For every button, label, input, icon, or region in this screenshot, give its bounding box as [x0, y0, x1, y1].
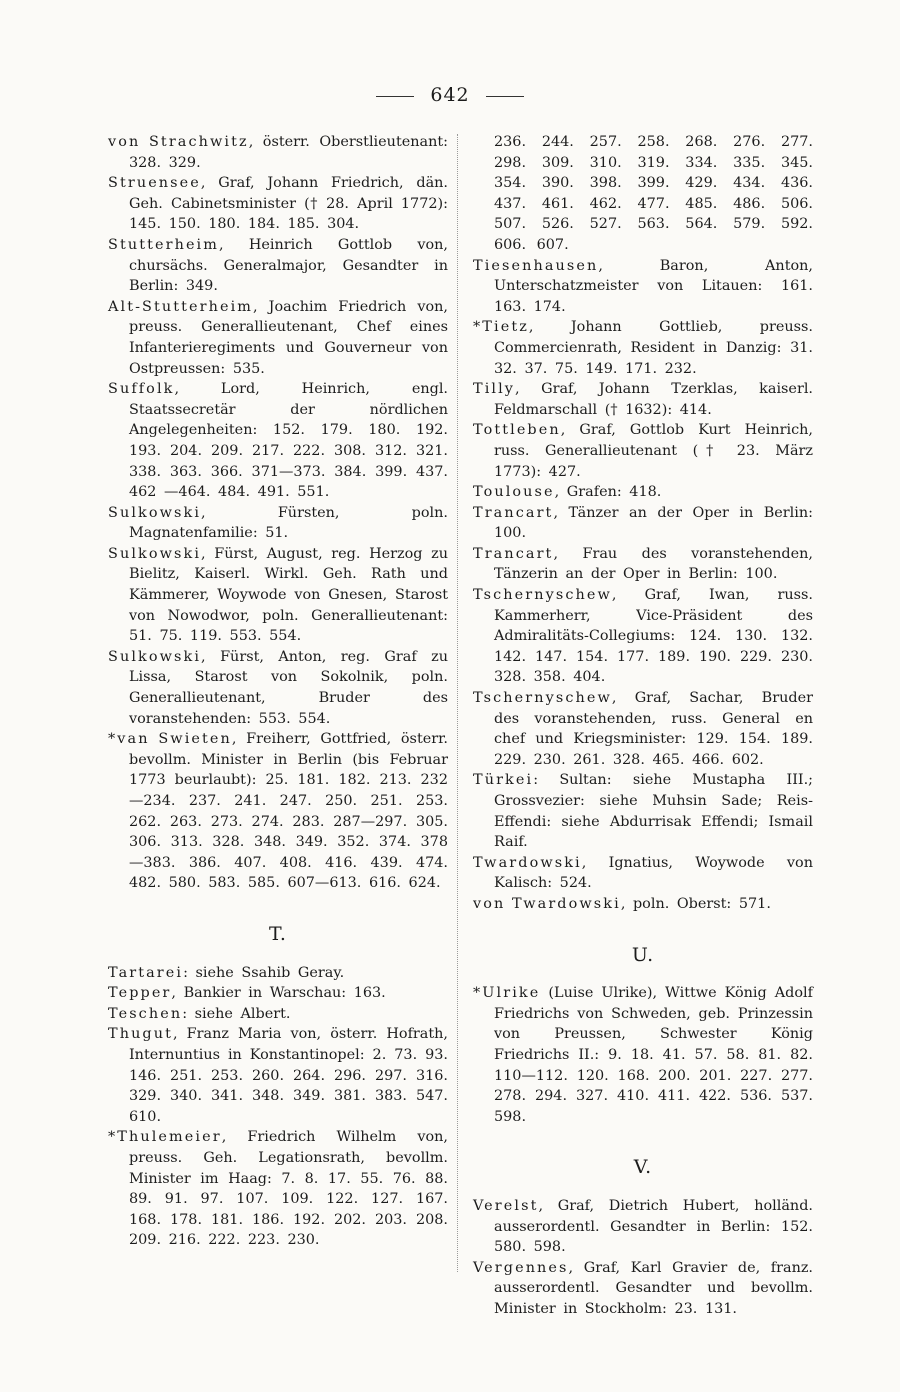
page-header: [0, 84, 900, 106]
entry-description: , Graf, Johann Tzerklas, kaiserl. Feldmarschall († 1632): 414.: [494, 381, 813, 418]
index-entry: [473, 379, 813, 420]
index-entry: [108, 235, 448, 297]
index-entry: [473, 256, 813, 318]
entry-headword: Trancart: [473, 545, 554, 562]
entry-headword: Alt-Stutterheim: [108, 298, 254, 315]
entry-headword: Tottleben: [473, 422, 561, 439]
index-entry: [108, 503, 448, 544]
section-heading-u: U.: [631, 943, 655, 966]
index-entry: [108, 647, 448, 729]
entry-headword: *van Swieten: [108, 731, 232, 748]
entry-description: , Friedrich Wilhelm von, preuss. Geh. Legationsrath, bevollm. Minister im Haag: 7. 8. 17. 55. 76. 88. 89. 91. 97. 107. 109. 122. 127. 167. 168. 178. 181. 186. 192. 202. 203. 208. 209. 216. 222. 223. 230.: [129, 1129, 448, 1249]
index-entry: [473, 317, 813, 379]
entry-headword: Stutterheim: [108, 236, 220, 253]
index-entries-t: [108, 963, 448, 1251]
entry-description: , österr. Oberstlieutenant: 328. 329.: [129, 134, 448, 171]
entry-description: : siehe Albert.: [182, 1005, 291, 1022]
entry-description: , Graf, Karl Gravier de, franz. ausserordentl. Gesandter und bevollm. Minister in Stockholm: 23. 131.: [494, 1259, 813, 1317]
section-heading-t: T.: [269, 922, 287, 945]
entry-description: , Lord, Heinrich, engl. Staatssecretär der nördlichen Angelegenheiten: 152. 179. 180. 192. 193. 204. 209. 217. 222. 308. 312. 321. 338. 363. 366. 371—373. 384. 399. 437. 462 —464. 484. 491. 551.: [129, 381, 448, 501]
index-entry: [473, 1258, 813, 1320]
entry-description: , Graf, Sachar, Bruder des voranstehenden, russ. General en chef und Kriegsminister: 129. 154. 189. 229. 230. 261. 328. 465. 466. 602.: [494, 690, 813, 768]
entry-headword: Tschernyschew: [473, 690, 612, 707]
entry-headword: von Strachwitz: [108, 134, 249, 150]
entry-description: , Graf, Dietrich Hubert, holländ. ausserordentl. Gesandter in Berlin: 152. 580. 598.: [494, 1197, 813, 1256]
entry-description: : Sultan: siehe Mustapha III.; Grossvezier: siehe Muhsin Sade; Reis-Effendi: siehe Abdurrisak Effendi; Ismail Raif.: [494, 772, 813, 851]
index-entry: [108, 379, 448, 503]
entry-headword: Vergennes: [473, 1259, 569, 1276]
index-entry: [473, 853, 813, 894]
index-entry: [473, 770, 813, 852]
index-entry: [473, 1196, 813, 1258]
index-entry: [473, 983, 813, 1127]
entry-description: , Ignatius, Woywode von Kalisch: 524.: [494, 854, 813, 892]
entry-description: , Freiherr, Gottfried, österr. bevollm. Minister in Berlin (bis Februar 1773 beurlaubt): 25. 181. 182. 213. 232—234. 237. 241. 247. 250. 251. 253. 262. 263. 273. 274. 283. 287—297. 305. 306. 313. 328. 348. 349. 352. 374. 378—383. 386. 407. 408. 416. 439. 474. 482. 580. 583. 585. 607—613. 616. 624.: [129, 731, 448, 892]
section-heading-v: V.: [633, 1156, 653, 1179]
entry-headword: *Thulemeier: [108, 1129, 222, 1146]
entry-headword: Toulouse: [473, 484, 555, 501]
index-entries-t-continued: [473, 256, 813, 915]
entry-description: , Johann Gottlieb, preuss. Commercienrath, Resident in Danzig: 31. 32. 37. 75. 149. 171. 232.: [494, 319, 813, 377]
header-rule-left: [376, 96, 414, 97]
entry-headword: von Twardowski: [473, 895, 621, 912]
index-entry: [473, 585, 813, 688]
entry-description: , Bankier in Warschau: 163.: [171, 985, 386, 1002]
entry-headword: Sulkowski: [108, 504, 202, 521]
entry-headword: Sulkowski: [108, 545, 202, 562]
index-entries-u: [473, 983, 813, 1127]
entry-headword: Tiesenhausen: [473, 257, 599, 274]
entry-headword: *Tietz: [473, 319, 529, 336]
entry-headword: Verelst: [473, 1197, 539, 1214]
entry-description: , Baron, Anton, Unterschatzmeister von Litauen: 161. 163. 174.: [494, 257, 813, 315]
header-rule-right: [486, 96, 524, 97]
entry-description: , Heinrich Gottlob von, chursächs. Generalmajor, Gesandter in Berlin: 349.: [129, 236, 448, 295]
right-column: [473, 132, 813, 1319]
index-entry: [473, 482, 813, 503]
entry-headword: Sulkowski: [108, 648, 202, 665]
entry-description: , Frau des voranstehenden, Tänzerin an der Oper in Berlin: 100.: [494, 545, 813, 583]
index-entry: [108, 983, 448, 1004]
entry-headword: *Ulrike: [473, 985, 541, 1002]
entry-description: , Graf, Iwan, russ. Kammerherr, Vice-Präsident des Admiralitäts-Collegiums: 124. 130. 132. 142. 147. 154. 177. 189. 190. 229. 230. 328. 358. 404.: [494, 587, 813, 686]
index-entry: [108, 544, 448, 647]
index-entry: [473, 420, 813, 482]
entry-headword: Tartarei: [108, 964, 184, 981]
index-entry: [108, 963, 448, 984]
index-entry: [108, 729, 448, 894]
column-divider: [457, 134, 458, 1272]
index-entry: [108, 132, 448, 173]
entry-headword: Tepper: [108, 985, 172, 1002]
entry-description: , Fürst, Anton, reg. Graf zu Lissa, Starost von Sokolnik, poln. Generallieutenant, Bruder des voranstehenden: 553. 554.: [129, 648, 448, 727]
entry-description: , Joachim Friedrich von, preuss. Generallieutenant, Chef eines Infanterieregiments und Gouverneur von Ostpreussen: 535.: [129, 298, 448, 377]
index-entry: [108, 1004, 448, 1025]
entry-description: , poln. Oberst: 571.: [620, 895, 771, 912]
index-entry: [473, 894, 813, 915]
entry-headword: Tschernyschew: [473, 587, 612, 604]
index-entry: [108, 1024, 448, 1127]
entry-description: , Fürsten, poln. Magnatenfamilie: 51.: [129, 504, 448, 542]
left-column: [108, 132, 448, 1251]
entry-description: : siehe Ssahib Geray.: [183, 964, 345, 981]
entry-headword: Struensee: [108, 175, 201, 192]
entry-headword: Türkei: [473, 772, 534, 789]
entry-headword: Suffolk: [108, 381, 175, 398]
entry-description: , Graf, Johann Friedrich, dän. Geh. Cabinetsminister († 28. April 1772): 145. 150. 180. 184. 185. 304.: [129, 175, 448, 233]
index-entry: [473, 544, 813, 585]
index-entry: [473, 688, 813, 770]
page-number: 642: [430, 84, 470, 106]
entry-description: , Tänzer an der Oper in Berlin: 100.: [494, 504, 813, 542]
entry-headword: Twardowski: [473, 854, 582, 871]
entry-headword: Thugut: [108, 1026, 173, 1043]
index-entry: [108, 1127, 448, 1251]
index-entry: [108, 297, 448, 379]
index-entry: [108, 173, 448, 235]
entry-description: , Franz Maria von, österr. Hofrath, Internuntius in Konstantinopel: 2. 73. 93. 146. 251. 253. 260. 264. 296. 297. 316. 329. 340. 341. 348. 349. 381. 383. 547. 610.: [129, 1026, 448, 1125]
continued-page-numbers: 236. 244. 257. 258. 268. 276. 277. 298. 309. 310. 319. 334. 335. 345. 354. 390. 398. 399. 429. 434. 436. 437. 461. 462. 477. 485. 486. 506. 507. 526. 527. 563. 564. 579. 592. 606. 607.: [494, 134, 813, 253]
entry-description: (Luise Ulrike), Wittwe König Adolf Friedrichs von Schweden, geb. Prinzessin von Preussen, Schwester König Friedrichs II.: 9. 18. 41. 57. 58. 81. 82. 110—112. 120. 168. 200. 201. 227. 277. 278. 294. 327. 410. 411. 422. 536. 537. 598.: [494, 985, 813, 1125]
index-entries-s: [108, 132, 448, 894]
entry-headword: Tilly: [473, 381, 516, 398]
entry-description: , Fürst, August, reg. Herzog zu Bielitz, Kaiserl. Wirkl. Geh. Rath und Kämmerer, Woywode von Gnesen, Starost von Nowodwor, poln. Generallieutenant: 51. 75. 119. 553. 554.: [129, 545, 448, 645]
index-entries-v: [473, 1196, 813, 1320]
entry-headword: Teschen: [108, 1005, 183, 1022]
entry-description: , Grafen: 418.: [554, 484, 662, 501]
entry-headword: Trancart: [473, 504, 554, 521]
index-entry: [473, 503, 813, 544]
entry-description: , Graf, Gottlob Kurt Heinrich, russ. Generallieutenant († 23. März 1773): 427.: [494, 422, 813, 480]
